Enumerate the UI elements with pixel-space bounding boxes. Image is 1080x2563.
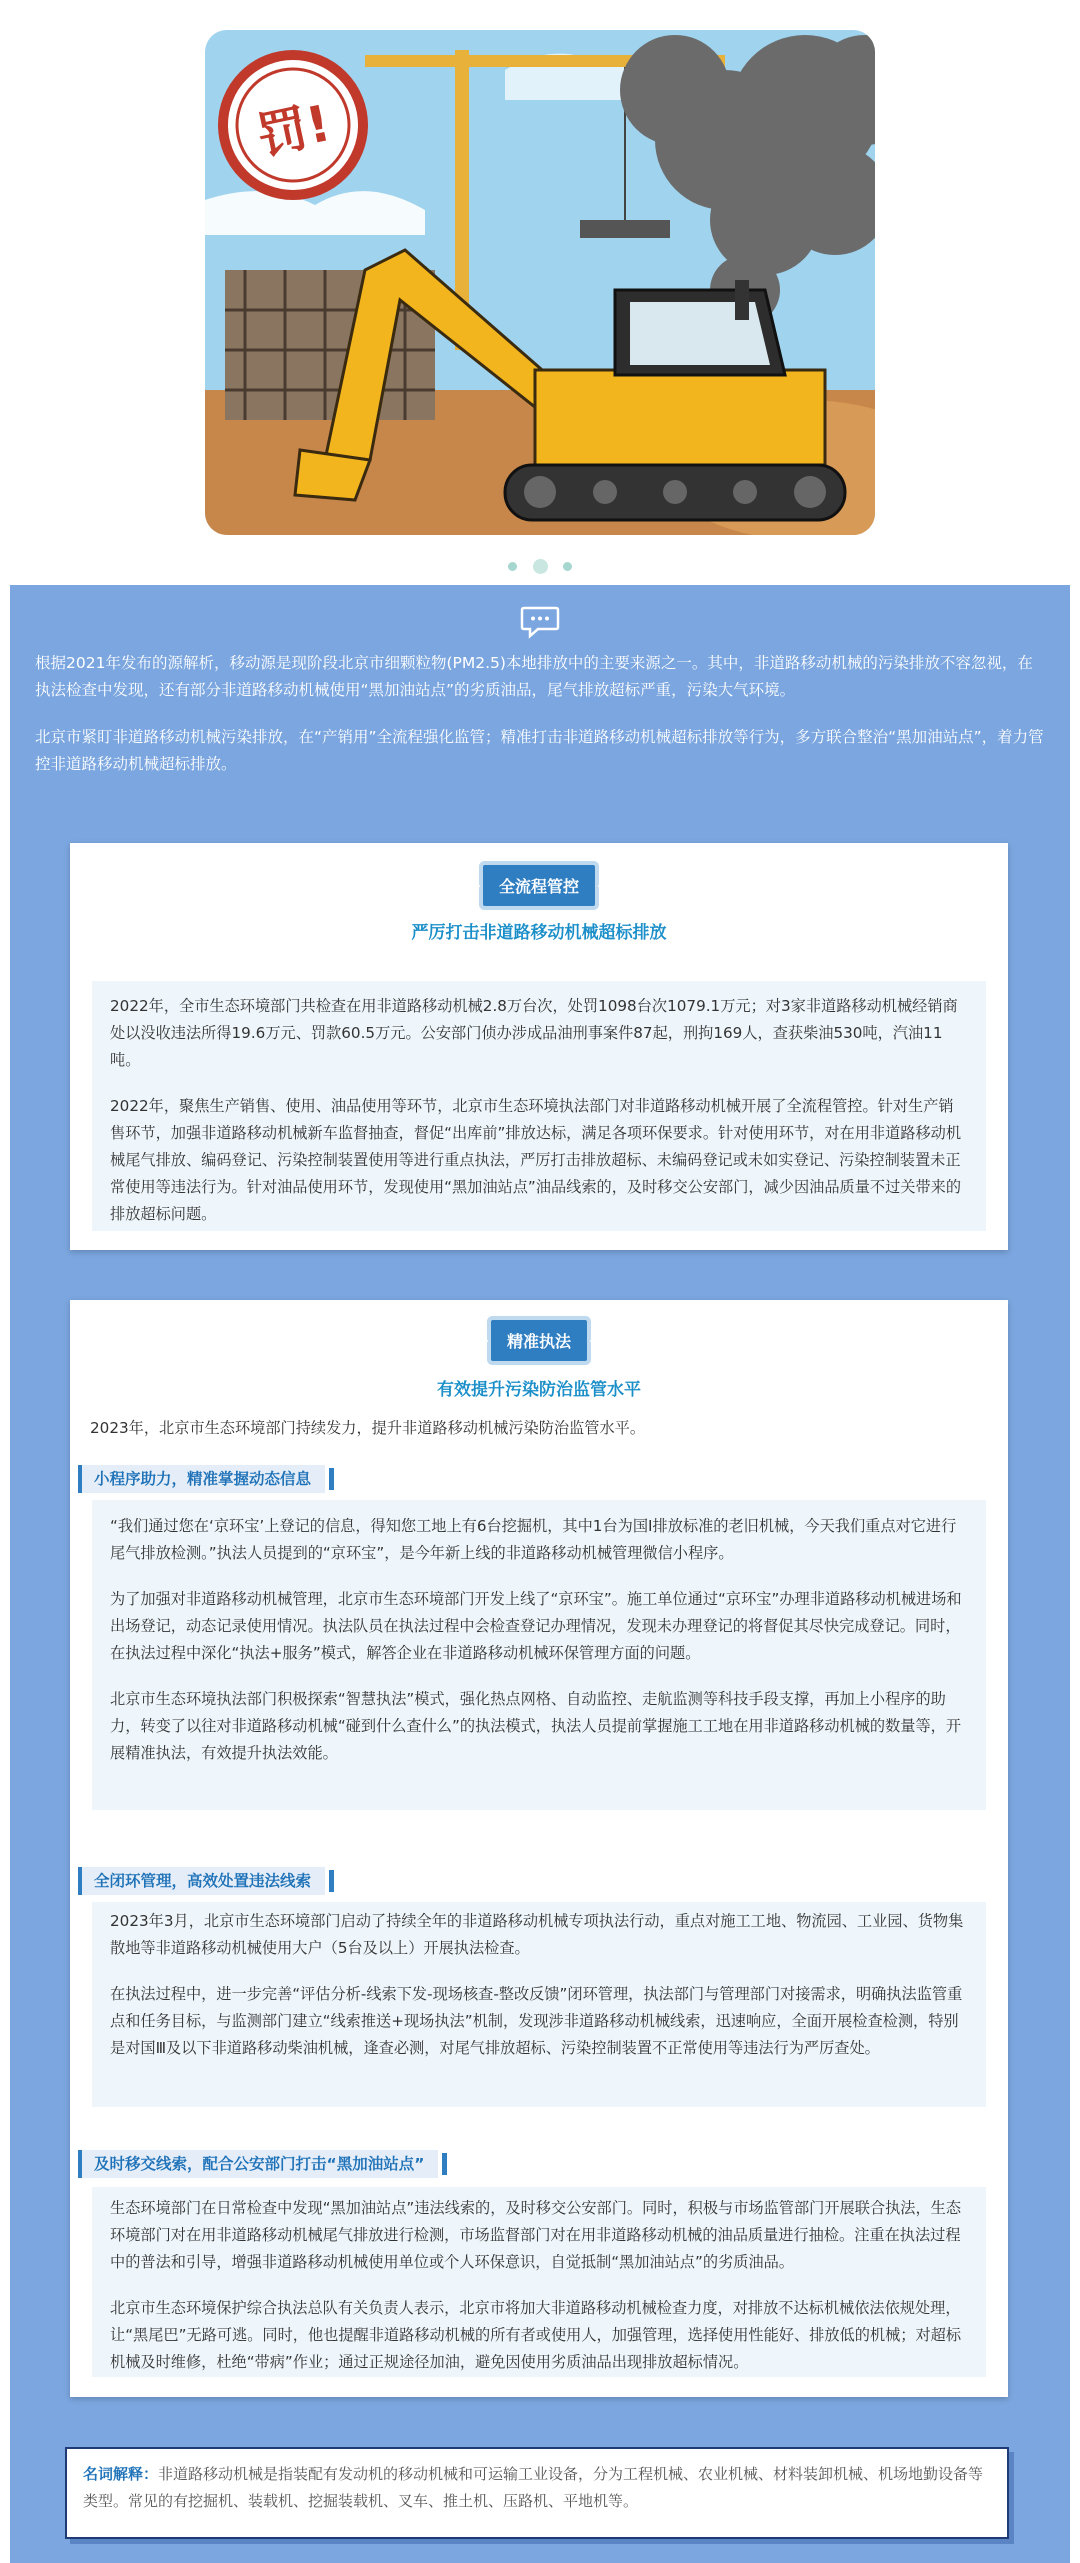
carousel-dot[interactable]	[563, 562, 572, 571]
carousel-dot-active[interactable]	[533, 559, 548, 574]
paragraph: 北京市生态环境保护综合执法总队有关负责人表示，北京市将加大非道路移动机械检查力度，对排放不达标机械依法依规处理，让“黑尾巴”无路可逃。同时，他也提醒非道路移动机械的所有者或使用人，加强管理，选择使用性能好、排放低的机械；对超标机械及时维修，杜绝“带病”作业；通过正规途径加油，避免因使用劣质油品出现排放超标情况。	[110, 2299, 962, 2371]
section-card-precise-enforcement	[70, 1300, 1008, 2397]
paragraph: 2022年，全市生态环境部门共检查在用非道路移动机械2.8万台次，处罚1098台次1079.1万元；对3家非道路移动机械经销商处以没收违法所得19.6万元、罚款60.5万元。公安部门侦办涉成品油刑事案件87起，刑拘169人，查获柴油530吨，汽油11吨。	[110, 997, 958, 1069]
intro-text	[35, 650, 1045, 798]
content-panel	[92, 981, 986, 1231]
paragraph: 2022年，聚焦生产销售、使用、油品使用等环节，北京市生态环境执法部门对非道路移动机械开展了全流程管控。针对生产销售环节，加强非道路移动机械新车监督抽查，督促“出库前”排放达标，满足各项环保要求。针对使用环节，对在用非道路移动机械尾气排放、编码登记、污染控制装置使用等进行重点执法，严厉打击排放超标、未编码登记或未如实登记、污染控制装置未正常使用等违法行为。针对油品使用环节，发现使用“黑加油站点”油品线索的，及时移交公安部门，减少因油品质量不过关带来的排放超标问题。	[110, 1097, 962, 1223]
section-subtitle: 有效提升污染防治监管水平	[437, 1380, 641, 1400]
lead-paragraph: 2023年，北京市生态环境部门持续发力，提升非道路移动机械污染防治监管水平。	[90, 1419, 646, 1437]
section-badge: 精准执法	[491, 1320, 587, 1361]
definition-label: 名词解释：	[83, 2465, 159, 2483]
paragraph: “我们通过您在‘京环宝’上登记的信息，得知您工地上有6台挖掘机，其中1台为国Ⅰ排放标准的老旧机械，今天我们重点对它进行尾气排放检测。”执法人员提到的“京环宝”，是今年新上线的非道路移动机械管理微信小程序。	[110, 1517, 957, 1562]
hero-illustration	[205, 30, 875, 535]
paragraph: 北京市生态环境执法部门积极探索“智慧执法”模式，强化热点网格、自动监控、走航监测等科技手段支撑，再加上小程序的助力，转变了以往对非道路移动机械“碰到什么查什么”的执法模式，执法人员提前掌握施工工地在用非道路移动机械的数量等，开展精准执法，有效提升执法效能。	[110, 1690, 962, 1762]
definition-text: 非道路移动机械是指装配有发动机的移动机械和可运输工业设备，分为工程机械、农业机械、材料装卸机械、机场地勤设备等类型。常见的有挖掘机、装载机、挖掘装载机、叉车、推土机、压路机、平地机等。	[83, 2465, 984, 2510]
paragraph: 为了加强对非道路移动机械管理，北京市生态环境部门开发上线了“京环宝”。施工单位通过“京环宝”办理非道路移动机械进场和出场登记，动态记录使用情况。执法队员在执法过程中会检查登记办理情况，发现未办理登记的将督促其尽快完成登记。同时，在执法过程中深化“执法+服务”模式，解答企业在非道路移动机械环保管理方面的问题。	[110, 1590, 962, 1662]
section-card-full-process	[70, 843, 1008, 1250]
subsection-heading: 全闭环管理，高效处置违法线索	[78, 1867, 325, 1895]
paragraph: 生态环境部门在日常检查中发现“黑加油站点”违法线索的，及时移交公安部门。同时，积极与市场监管部门开展联合执法，生态环境部门对在用非道路移动机械尾气排放进行检测，市场监督部门对在用非道路移动机械的油品质量进行抽检。注重在执法过程中的普法和引导，增强非道路移动机械使用单位或个人环保意识，自觉抵制“黑加油站点”的劣质油品。	[110, 2199, 962, 2271]
subsection-heading: 小程序助力，精准掌握动态信息	[78, 1465, 325, 1493]
content-panel	[92, 1902, 986, 2107]
definition-box	[65, 2447, 1009, 2539]
subsection-heading: 及时移交线索，配合公安部门打击“黑加油站点”	[78, 2150, 438, 2178]
paragraph: 2023年3月，北京市生态环境部门启动了持续全年的非道路移动机械专项执法行动，重点对施工工地、物流园、工业园、货物集散地等非道路移动机械使用大户（5台及以上）开展执法检查。	[110, 1912, 964, 1957]
section-badge: 全流程管控	[483, 865, 595, 906]
chat-bubble-icon	[520, 605, 560, 639]
intro-paragraph: 根据2021年发布的源解析，移动源是现阶段北京市细颗粒物(PM2.5)本地排放中的主要来源之一。其中，非道路移动机械的污染排放不容忽视，在执法检查中发现，还有部分非道路移动机械使用“黑加油站点”的劣质油品，尾气排放超标严重，污染大气环境。	[35, 654, 1033, 699]
content-panel	[92, 2187, 986, 2377]
intro-paragraph: 北京市紧盯非道路移动机械污染排放，在“产销用”全流程强化监管；精准打击非道路移动机械超标排放等行为，多方联合整治“黑加油站点”，着力管控非道路移动机械超标排放。	[35, 728, 1044, 773]
carousel-indicator	[0, 556, 1080, 575]
carousel-dot[interactable]	[508, 562, 517, 571]
section-subtitle: 严厉打击非道路移动机械超标排放	[411, 923, 667, 943]
paragraph: 在执法过程中，进一步完善“评估分析-线索下发-现场核查-整改反馈”闭环管理，执法部门与管理部门对接需求，明确执法监管重点和任务目标，与监测部门建立“线索推送+现场执法”机制，发现涉非道路移动机械线索，迅速响应，全面开展检查检测，特别是对国Ⅲ及以下非道路移动柴油机械，逢查必测，对尾气排放超标、污染控制装置不正常使用等违法行为严厉查处。	[110, 1985, 963, 2057]
content-panel	[92, 1500, 986, 1810]
stamp-text: 罚!	[252, 93, 336, 166]
article-body	[10, 585, 1070, 2563]
